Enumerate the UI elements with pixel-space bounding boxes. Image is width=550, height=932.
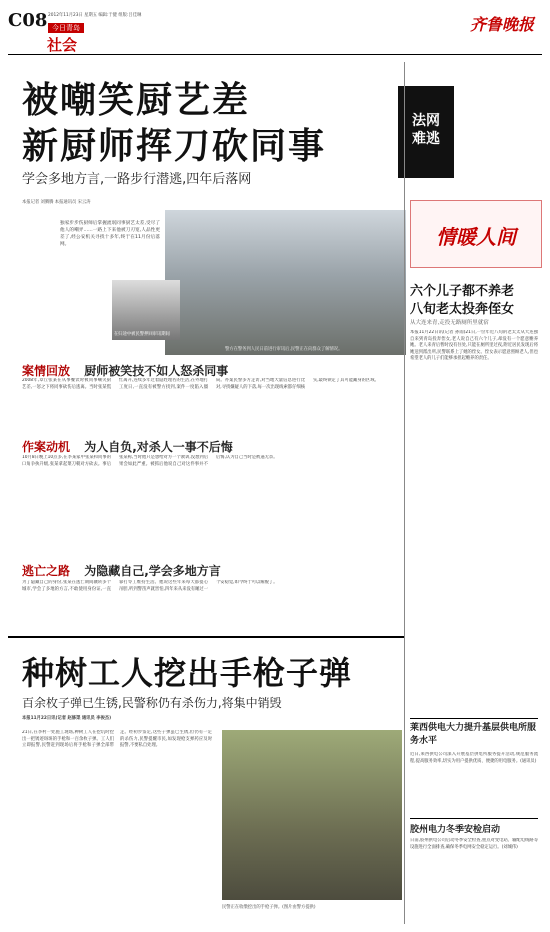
motive-header	[22, 438, 233, 455]
masthead	[0, 0, 550, 62]
motive-title: 为人自负,对杀人一事不后悔	[84, 440, 233, 454]
escape-header	[22, 562, 221, 579]
case-review-body: 2008年,章丘张某在从事餐饮时被同事嘲笑厨艺差,一怒之下将同事砍伤后逃离。当时张某慌忙离开,连续多年过着隐姓埋名的生活,在外地打工度日,一直没有被警方找到,案件一度陷入僵局。办案民警多方走访,对当地大量信息进行比对,寻找嫌疑人的下落,每一次出现线索都仔细核实,最终锁定了其可能藏身的区域。	[22, 378, 379, 390]
header-rule	[8, 54, 542, 55]
lead-headline-1: 被嘲笑厨艺差	[22, 79, 251, 121]
column-badge-text: 法网难逃	[412, 113, 440, 147]
sidebar-intro: 从大连来青,走投无路厕所里就宿	[410, 320, 489, 326]
lead-intro: 独家步步伤厨师后掌握流氓同事厨艺太差,受尽了他人的嘲弄……一路上下来他被刀刃宽,人品性更差了,经公安机关寻找十多年,终于在11月份后落网。	[60, 221, 160, 247]
brief1-title: 莱西供电大力提升基层供电所服务水平	[410, 723, 537, 746]
brief2-title: 胶州电力冬季安检启动	[410, 825, 501, 835]
inset-photo	[112, 280, 180, 340]
inset-caption: 在归途中被民警押回审讯期间	[114, 332, 170, 337]
second-photo	[222, 730, 402, 900]
brief2-body: 日前,胶州供电公司启动冬季安全检查,重点对变电站、输配电线路等设施进行全面排查,确保冬季电网安全稳定运行。(刘城伟)	[410, 838, 538, 850]
second-subhead: 百余枚子弹已生锈,民警称仍有杀伤力,将集中销毁	[22, 696, 282, 710]
brand-logo: 齐鲁晚报	[470, 15, 535, 34]
sidebar-rule-1	[410, 718, 538, 719]
lead-byline: 本报记者 刘腾腾 本报通讯员 宋云涛	[22, 200, 91, 205]
case-review-tag: 案情回放	[22, 364, 71, 378]
motive-tag: 作案动机	[22, 440, 71, 454]
escape-title: 为隐藏自己,学会多地方言	[84, 564, 221, 578]
second-headline: 种树工人挖出手枪子弹	[22, 654, 353, 692]
motive-body: 10月8日晚上10点多,在李某家中张某和同事的口角争执升级,张某拿起菜刀朝对方砍去。事后张某称,当时他只是想给对方一个教训,没想到后果会如此严重。被抓后他说自己对这件事并不后悔,认为自己当时是被逼无奈。	[22, 455, 278, 467]
sidebar-subhead: 八旬老太投奔侄女	[410, 302, 515, 317]
sidebar-body: 本报11月22日讯(记者 孙雨)21日,一位年近八旬的老太太从大连独自来到青岛投奔侄女,老人说自己有六个儿子,却没有一个愿意赡养她。老人来青后暂时没有住处,只能在厕所里过夜,附近居民发现后将她送到派出所,民警联系上了她的侄女。侄女表示愿意照顾老人,但也希望老人的儿子们能够承担起赡养的责任。	[410, 330, 538, 361]
section-label: 今日青岛	[48, 23, 84, 33]
lead-photo-caption: 警方在警务到人民日前进行审讯后,民警正在向群众了解情况。	[225, 347, 343, 352]
lead-headline-2: 新厨师挥刀砍同事	[22, 125, 327, 167]
section-divider	[8, 636, 404, 638]
case-review-title: 厨师被笑技不如人怒杀同事	[84, 364, 229, 378]
second-photo-caption: 民警正在收缴挖出的手枪子弹。(图片由警方提供)	[222, 905, 316, 910]
second-body: 21日,在李村一处施工现场,种树工人在挖坑时挖出一把锈迹斑斑的手枪和一百余枚子弹。工人们立即报警,民警赶到现场后将手枪和子弹全部带走。经初步鉴定,这些子弹虽已生锈,但仍有一定的杀伤力,民警提醒市民,如发现枪支弹药应及时报警,不要私自处理。	[22, 730, 212, 748]
page-number: C08	[8, 10, 48, 31]
sidebar-rule-2	[410, 818, 538, 819]
lead-subhead: 学会多地方言,一路步行潜逃,四年后落网	[22, 172, 252, 187]
sidebar-headline: 六个儿子都不养老	[410, 284, 515, 299]
sidebar-divider	[404, 62, 405, 924]
sidebar-logo-box	[410, 200, 542, 268]
section-title: 社会	[47, 36, 78, 54]
date-line: 2012年11月23日 星期五 编辑:于健 组版:吕佳琳	[48, 13, 142, 18]
lead-photo	[165, 210, 406, 355]
second-byline: 本报11月22日讯(记者 赵修渠 通讯员 李俊杰)	[22, 716, 112, 721]
brief1-body: 近日,莱西供电公司深入开展基层供电所服务提升活动,规范服务流程,提高服务效率,切实为用户提供优质、便捷的用电服务。(通讯员)	[410, 752, 538, 764]
escape-body: 为了隐藏自己的身份,张某在逃亡期间辗转多个城市,学会了多地的方言,不敢使用身份证,一直靠打零工维持生活。他说这些年来每天都提心吊胆,听到警笛声就害怕,四年来从来没有睡过一个安稳觉,如今终于可以解脱了。	[22, 580, 278, 592]
case-review-header	[22, 362, 228, 379]
column-badge	[398, 86, 454, 178]
escape-tag: 逃亡之路	[22, 564, 71, 578]
sidebar-logo: 情暖人间	[436, 225, 516, 249]
